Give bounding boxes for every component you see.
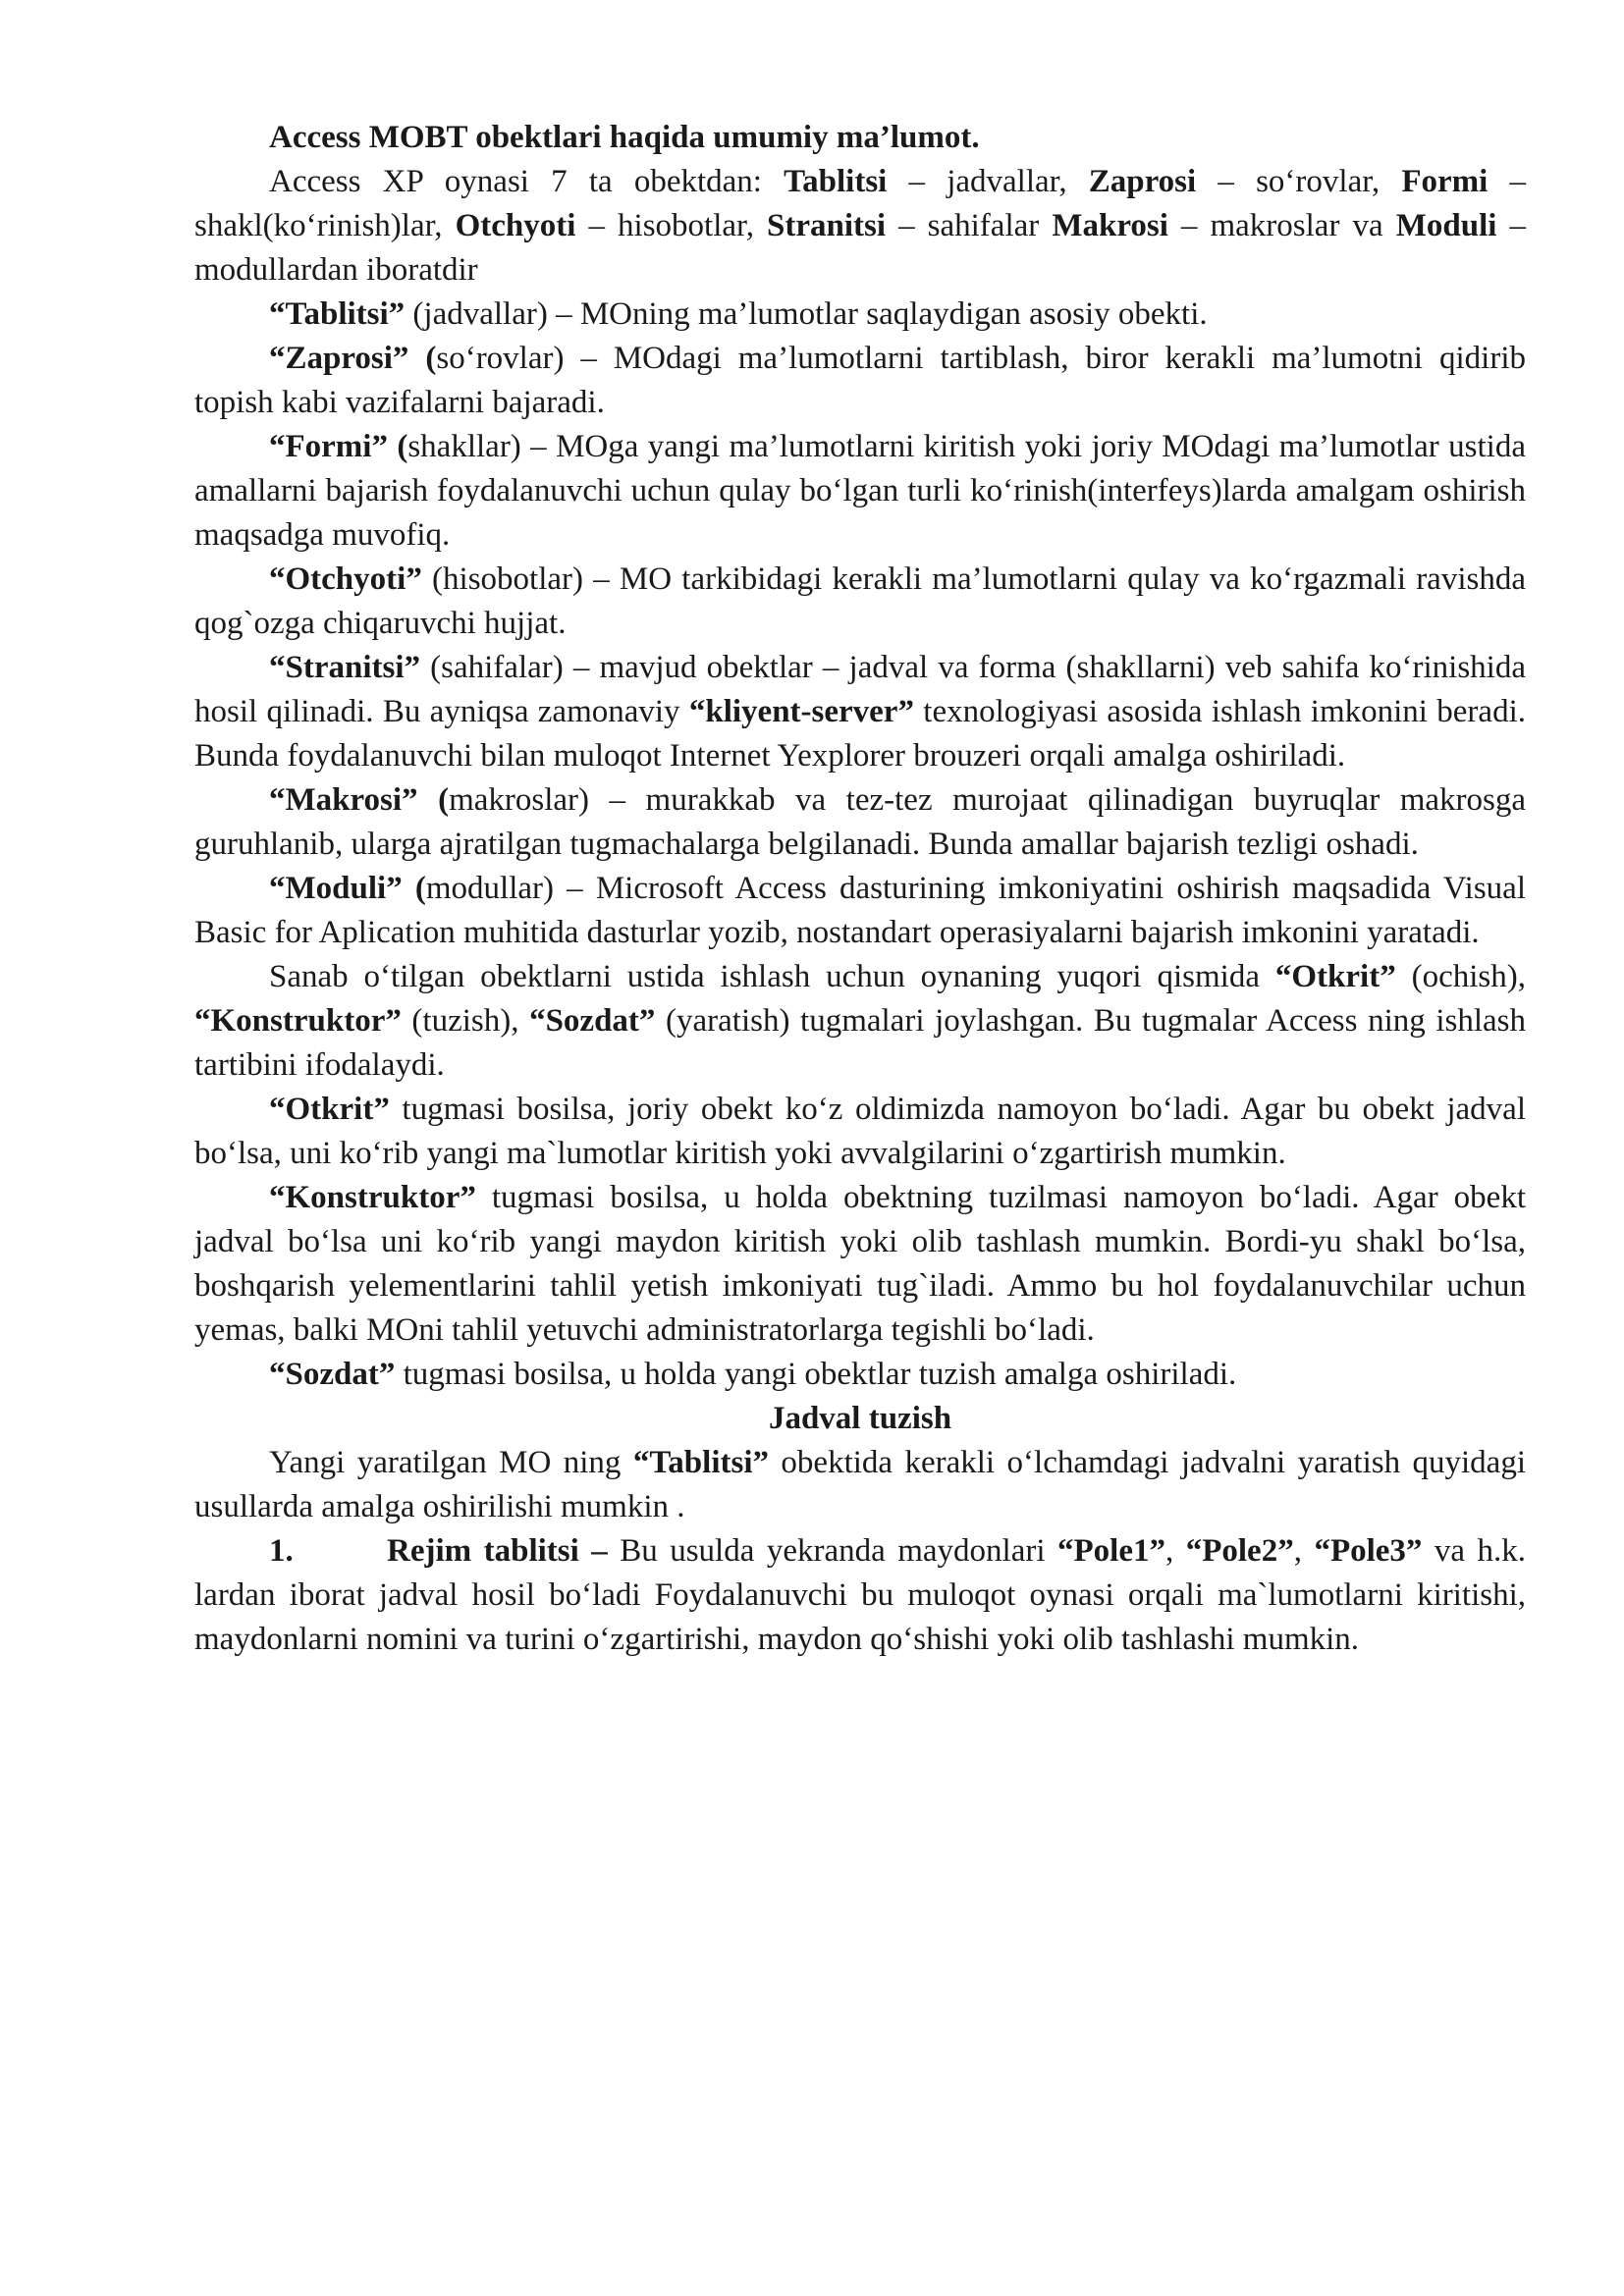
paragraph-objects-overview	[194, 160, 1526, 293]
term-zaprosi: Zaprosi	[1088, 164, 1197, 199]
term-otchyoti: Otchyoti	[455, 208, 576, 243]
text: (ochish),	[1395, 959, 1526, 994]
section-heading: Jadval tuzish	[768, 1401, 952, 1436]
text: (jadvallar) – MOning ma’lumotlar saqlaydigan asosiy obekti.	[405, 296, 1208, 332]
paragraph-makrosi	[194, 778, 1526, 867]
text: makroslar) – murakkab va tez-tez murojaat qilinadigan buyruqlar makrosga guruhlanib, ularga ajratilgan tugmachalarga belgilanadi. Bunda amallar bajarish tezligi oshadi.	[194, 782, 1526, 862]
paragraph-stranitsi	[194, 646, 1526, 778]
term-stranitsi: Stranitsi	[767, 208, 887, 243]
term: “Otkrit”	[269, 1092, 390, 1127]
term-tablitsi: Tablitsi	[784, 164, 888, 199]
text: va h.k. lardan iborat jadval hosil bo‘ladi Foydalanuvchi bu muloqot oynasi orqali ma`lumotlarni kiritishi, maydonlarni nomini va turini o‘zgartirishi, maydon qo‘shishi yoki olib tashlashi mumkin.	[194, 1533, 1527, 1657]
term: “Konstruktor”	[269, 1180, 476, 1215]
page-title: Access MOBT obektlari haqida umumiy ma’lumot.	[269, 120, 980, 155]
term: “Zaprosi” (	[269, 341, 437, 376]
text: (sahifalar) – mavjud obektlar – jadval va forma (shakllarni) veb sahifa ko‘rinishida hosil qilinadi. Bu ayniqsa zamonaviy	[194, 650, 1526, 729]
text: texnologiyasi asosida ishlash imkonini beradi. Bunda foydalanuvchi bilan muloqot Internet Yexplorer brouzeri orqali amalga oshiriladi.	[194, 694, 1526, 774]
paragraph-tablitsi	[194, 293, 1526, 337]
term-pole3: “Pole3”	[1314, 1533, 1423, 1569]
text: Access XP oynasi 7 ta obektdan:	[269, 164, 785, 199]
paragraph-konstruktor	[194, 1176, 1526, 1353]
text: – so‘rovlar,	[1196, 164, 1402, 199]
term-moduli: Moduli	[1395, 208, 1497, 243]
paragraph-otchyoti	[194, 558, 1526, 646]
text: modullar) – Microsoft Access dasturining imkoniyatini oshirish maqsadida Visual Basic for Aplication muhitida dasturlar yozib, nostandart operasiyalarni bajarish imkonini yaratadi.	[194, 871, 1526, 950]
text: (yaratish) tugmalari joylashgan. Bu tugmalar Access ning ishlash tartibini ifodalaydi.	[194, 1003, 1526, 1083]
term: “Tablitsi”	[632, 1445, 769, 1480]
paragraph-jadval-intro	[194, 1441, 1526, 1529]
text: so‘rovlar) – MOdagi ma’lumotlarni tartiblash, biror kerakli ma’lumotni qidirib topish kabi vazifalarni bajaradi.	[194, 341, 1526, 420]
term: “Moduli” (	[269, 871, 426, 906]
text: shakllar) – MOga yangi ma’lumotlarni kiritish yoki joriy MOdagi ma’lumotlar ustida amallarni bajarish foydalanuvchi uchun qulay bo‘lgan turli ko‘rinish(interfeys)larda amalgam oshirish maqsadga muvofiq.	[194, 429, 1526, 553]
term-makrosi: Makrosi	[1052, 208, 1168, 243]
paragraph-otkrit	[194, 1088, 1526, 1176]
text: tugmasi bosilsa, joriy obekt ko‘z oldimizda namoyon bo‘ladi. Agar bu obekt jadval bo‘lsa, uni ko‘rib yangi ma`lumotlar kiritish yoki avvalgilarini o‘zgartirish mumkin.	[194, 1092, 1526, 1171]
term-konstruktor: “Konstruktor”	[194, 1003, 402, 1039]
term-kliyent-server: “kliyent-server”	[688, 694, 914, 729]
term-formi: Formi	[1401, 164, 1489, 199]
text: Sanab o‘tilgan obektlarni ustida ishlash uchun oynaning yuqori qismida	[269, 959, 1275, 994]
paragraph-sozdat	[194, 1353, 1526, 1397]
term: “Makrosi” (	[269, 782, 450, 818]
text: tugmasi bosilsa, u holda obektning tuzilmasi namoyon bo‘ladi. Agar obekt jadval bo‘lsa uni ko‘rib yangi maydon kiritish yoki olib tashlash mumkin. Bordi-yu shakl bo‘lsa, boshqarish yelementlarini tahlil yetish imkoniyati tug`iladi. Ammo bu hol foydalanuvchilar uchun yemas, balki MOni tahlil yetuvchi administratorlarga tegishli bo‘ladi.	[194, 1180, 1526, 1348]
text: – makroslar va	[1167, 208, 1396, 243]
term-sozdat: “Sozdat”	[529, 1003, 656, 1039]
term: “Tablitsi”	[269, 296, 406, 332]
text: Bu usulda yekranda maydonlari	[607, 1533, 1057, 1569]
term: “Otchyoti”	[269, 561, 422, 597]
term: “Formi” (	[269, 429, 408, 464]
text: ,	[1293, 1533, 1315, 1569]
text: obektida kerakli o‘lchamdagi jadvalni yaratish quyidagi usullarda amalga oshirilishi mumkin .	[194, 1445, 1526, 1524]
paragraph-zaprosi	[194, 337, 1526, 425]
text: tugmasi bosilsa, u holda yangi obektlar tuzish amalga oshiriladi.	[395, 1357, 1237, 1392]
text: ,	[1164, 1533, 1186, 1569]
paragraph-formi	[194, 425, 1526, 558]
text: – jadvallar,	[887, 164, 1089, 199]
text: (tuzish),	[401, 1003, 530, 1039]
term: “Stranitsi”	[269, 650, 421, 685]
list-item-rejim-tablitsi	[194, 1529, 1526, 1662]
term-pole1: “Pole1”	[1057, 1533, 1165, 1569]
text: – sahifalar	[886, 208, 1053, 243]
list-number: 1.	[269, 1533, 294, 1569]
term-pole2: “Pole2”	[1185, 1533, 1294, 1569]
text: – modullardan iboratdir	[194, 208, 1526, 288]
paragraph-moduli	[194, 867, 1526, 955]
text: Yangi yaratilgan MO ning	[269, 1445, 633, 1480]
paragraph-buttons	[194, 955, 1526, 1088]
text: (hisobotlar) – MO tarkibidagi kerakli ma’lumotlarni qulay va ko‘rgazmali ravishda qog`ozga chiqaruvchi hujjat.	[194, 561, 1526, 641]
term: Rejim tablitsi –	[387, 1533, 608, 1569]
term-otkrit: “Otkrit”	[1274, 959, 1396, 994]
text: – shakl(ko‘rinish)lar,	[194, 164, 1526, 243]
text: – hisobotlar,	[575, 208, 768, 243]
term: “Sozdat”	[269, 1357, 396, 1392]
